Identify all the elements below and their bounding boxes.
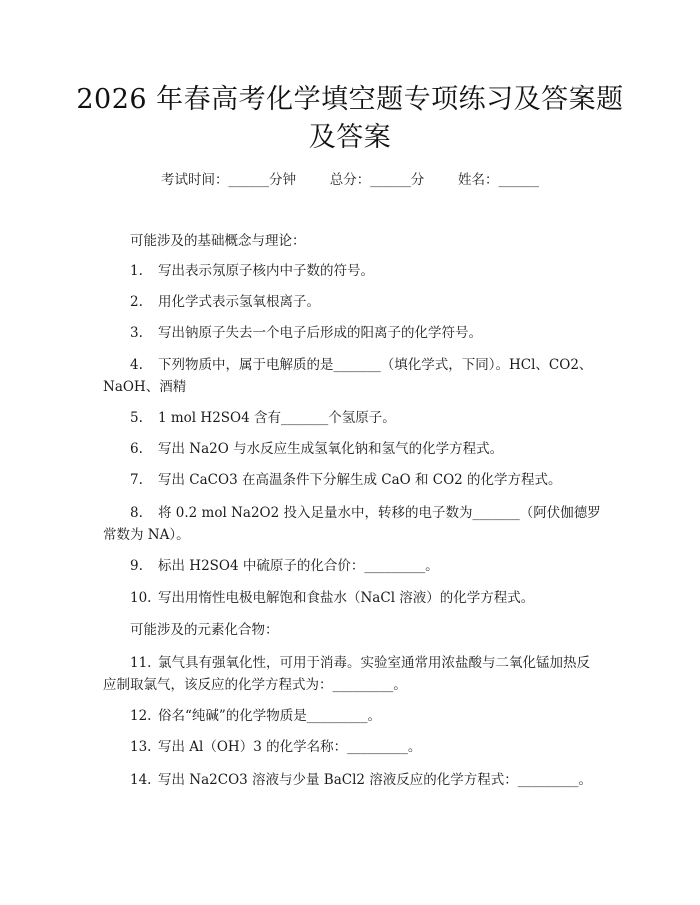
question-6 <box>130 438 630 460</box>
question-number: 2. <box>130 294 143 310</box>
question-text: 1 mol H2SO4 含有_______个氢原子。 <box>158 410 396 426</box>
question-number: 9. <box>130 558 143 574</box>
question-text: 写出 Na2CO3 溶液与少量 BaCl2 溶液反应的化学方程式：_________。 <box>158 772 593 788</box>
question-13 <box>130 736 630 758</box>
question-text: 写出用惰性电极电解饱和食盐水（NaCl 溶液）的化学方程式。 <box>158 590 535 606</box>
question-number: 7. <box>130 472 143 488</box>
question-number: 5. <box>130 410 143 426</box>
question-14 <box>130 769 630 791</box>
question-number: 13. <box>130 739 152 755</box>
question-5 <box>130 407 630 429</box>
exam-meta <box>0 168 700 188</box>
question-8 <box>130 502 630 524</box>
question-number: 4. <box>130 357 143 373</box>
question-number: 6. <box>130 441 143 457</box>
question-1 <box>130 260 630 282</box>
question-number: 1. <box>130 263 143 279</box>
question-text: 写出表示氖原子核内中子数的符号。 <box>158 263 374 279</box>
question-number: 12. <box>130 708 152 724</box>
question-9 <box>130 555 630 577</box>
page-title-line-2: 及答案 <box>308 122 392 153</box>
question-2 <box>130 291 630 313</box>
question-text: 写出 Na2O 与水反应生成氢氧化钠和氢气的化学方程式。 <box>158 441 504 457</box>
student-name-field: 姓名：______ <box>458 172 539 188</box>
question-12 <box>130 705 630 727</box>
question-4-continuation: NaOH、酒精 <box>103 379 187 395</box>
question-11 <box>130 652 630 674</box>
section-heading-element-compounds: 可能涉及的元素化合物： <box>130 622 279 638</box>
question-text: 写出 CaCO3 在高温条件下分解生成 CaO 和 CO2 的化学方程式。 <box>158 472 562 488</box>
section-heading-basic-concepts: 可能涉及的基础概念与理论： <box>130 233 306 249</box>
question-text: 俗名“纯碱”的化学物质是_________。 <box>158 708 382 724</box>
question-text: 下列物质中，属于电解质的是_______（填化学式，下同）。HCl、CO2、 <box>158 357 593 373</box>
page-title-line-1: 2026 年春高考化学填空题专项练习及答案题 <box>76 84 624 115</box>
question-text: 标出 H2SO4 中硫原子的化合价：_________。 <box>158 558 439 574</box>
question-text: 将 0.2 mol Na2O2 投入足量水中，转移的电子数为_______（阿伏伽德罗 <box>158 505 601 521</box>
question-text: 写出 Al（OH）3 的化学名称：_________。 <box>158 739 422 755</box>
exam-time-field: 考试时间：______分钟 <box>161 172 296 188</box>
question-number: 10. <box>130 590 152 606</box>
question-4 <box>130 354 630 376</box>
question-number: 14. <box>130 772 152 788</box>
question-7 <box>130 469 630 491</box>
question-11-continuation: 应制取氯气，该反应的化学方程式为：_________。 <box>103 677 407 693</box>
question-10 <box>130 587 630 609</box>
question-text: 写出钠原子失去一个电子后形成的阳离子的化学符号。 <box>158 325 482 341</box>
question-text: 用化学式表示氢氧根离子。 <box>158 294 320 310</box>
question-number: 8. <box>130 505 143 521</box>
question-number: 11. <box>130 655 152 671</box>
question-text: 氯气具有强氧化性，可用于消毒。实验室通常用浓盐酸与二氧化锰加热反 <box>158 655 590 671</box>
question-8-continuation: 常数为 NA）。 <box>103 527 190 543</box>
question-3 <box>130 322 630 344</box>
total-score-field: 总分：______分 <box>329 172 425 188</box>
question-number: 3. <box>130 325 143 341</box>
